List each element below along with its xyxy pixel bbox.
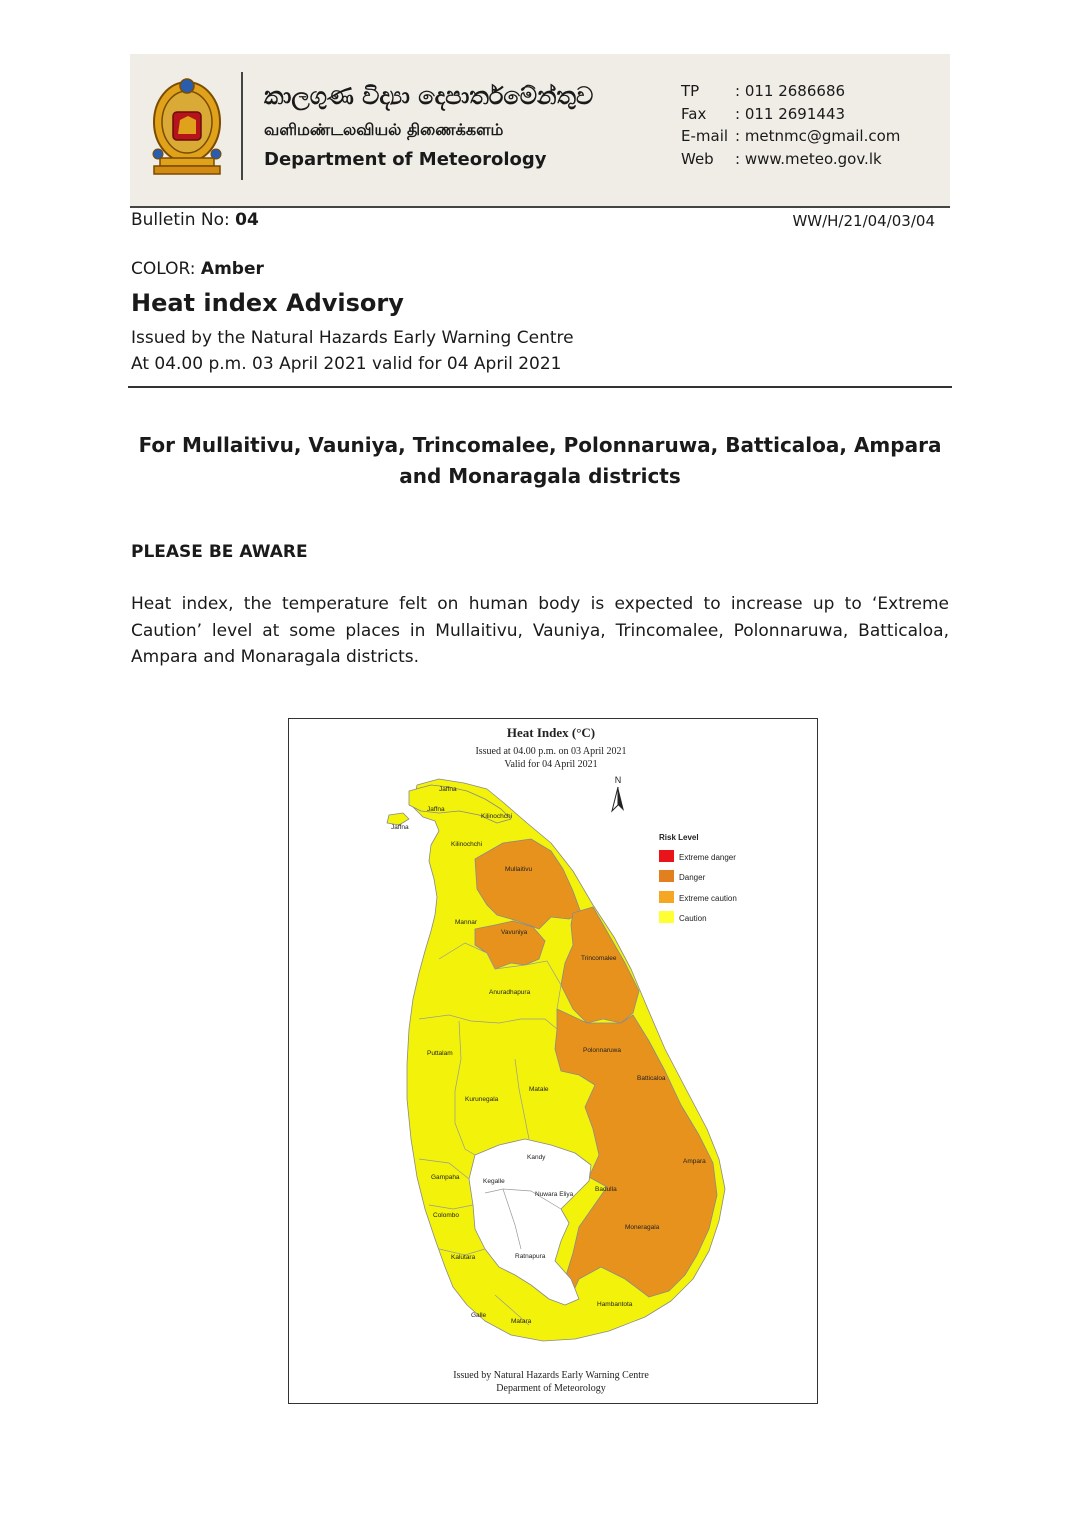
label-kandy: Kandy bbox=[527, 1154, 546, 1161]
bulletin-reference: WW/H/21/04/03/04 bbox=[792, 212, 935, 230]
districts-heading: For Mullaitivu, Vauniya, Trincomalee, Polonnaruwa, Batticaloa, Ampara and Monaragala districts bbox=[138, 433, 942, 488]
map-subtitle-issued: Issued at 04.00 p.m. on 03 April 2021 bbox=[475, 746, 627, 757]
legend-item-extreme-danger bbox=[659, 850, 736, 862]
legend-item-extreme-caution bbox=[659, 891, 737, 903]
label-kilinochchi-2: Kilinochchi bbox=[451, 841, 483, 848]
org-name-english: Department of Meteorology bbox=[264, 149, 547, 170]
legend-swatch-extreme-danger bbox=[659, 850, 674, 862]
label-kurunegala: Kurunegala bbox=[465, 1096, 499, 1103]
label-ratnapura: Ratnapura bbox=[515, 1253, 546, 1260]
label-kalutara: Kalutara bbox=[451, 1254, 476, 1261]
issued-info bbox=[131, 325, 574, 377]
org-name-tamil: வளிமண்டலவியல் திணைக்களம் bbox=[264, 120, 504, 139]
legend-swatch-extreme-caution bbox=[659, 891, 674, 903]
map-title: Heat Index (°C) bbox=[506, 725, 596, 740]
map-subtitle-valid: Valid for 04 April 2021 bbox=[504, 759, 598, 770]
aware-heading: PLEASE BE AWARE bbox=[131, 542, 308, 562]
north-label: N bbox=[614, 775, 622, 785]
label-jaffna-1: Jaffna bbox=[439, 786, 457, 793]
government-emblem-icon bbox=[150, 72, 224, 178]
legend-label-danger: Danger bbox=[679, 873, 706, 882]
label-mullaitivu: Mullaitivu bbox=[505, 866, 533, 873]
label-polonnaruwa: Polonnaruwa bbox=[583, 1047, 621, 1054]
contact-email: E-mail : metnmc@gmail.com bbox=[681, 127, 901, 145]
org-name-sinhala: කාලගුණ විද්‍යා දෙපාර්තමේන්තුව bbox=[264, 82, 594, 110]
label-ampara: Ampara bbox=[683, 1158, 706, 1165]
label-kegalle: Kegalle bbox=[483, 1178, 505, 1185]
map-footer-department: Deparment of Meteorology bbox=[496, 1383, 606, 1394]
legend-label-caution: Caution bbox=[679, 914, 707, 923]
legend-swatch-danger bbox=[659, 870, 674, 882]
label-colombo: Colombo bbox=[433, 1212, 460, 1219]
legend-label-extreme-danger: Extreme danger bbox=[679, 853, 736, 862]
label-matara: Matara bbox=[511, 1318, 532, 1325]
legend-title: Risk Level bbox=[659, 833, 699, 842]
map-canvas bbox=[289, 719, 816, 1402]
legend-label-extreme-caution: Extreme caution bbox=[679, 894, 737, 903]
label-jaffna-3: Jaffna bbox=[391, 824, 409, 831]
advisory-title: Heat index Advisory bbox=[131, 289, 404, 317]
contact-fax: Fax : 011 2691443 bbox=[681, 104, 846, 123]
map-footer-issued-by: Issued by Natural Hazards Early Warning Centre bbox=[453, 1370, 649, 1381]
label-anuradhapura: Anuradhapura bbox=[489, 989, 531, 996]
label-nuwara-eliya: Nuwara Eliya bbox=[535, 1191, 574, 1198]
letterhead bbox=[130, 54, 950, 208]
label-kilinochchi-1: Kilinochchi bbox=[481, 813, 513, 820]
section-divider bbox=[128, 386, 952, 388]
bulletin-number: Bulletin No: 04 bbox=[131, 210, 259, 230]
label-puttalam: Puttalam bbox=[427, 1050, 453, 1057]
contact-phone: TP : 011 2686686 bbox=[681, 82, 846, 100]
label-hambantota: Hambantota bbox=[597, 1301, 633, 1308]
north-arrow-icon bbox=[612, 787, 624, 811]
label-trincomalee: Trincomalee bbox=[581, 955, 617, 962]
legend-item-danger bbox=[659, 870, 706, 882]
header-divider bbox=[241, 72, 243, 180]
label-mannar: Mannar bbox=[455, 919, 478, 926]
legend-item-caution bbox=[659, 911, 707, 923]
label-badulla: Badulla bbox=[595, 1186, 617, 1193]
contact-block bbox=[681, 80, 900, 170]
issued-by: Issued by the Natural Hazards Early Warning Centre bbox=[131, 328, 574, 348]
label-galle: Galle bbox=[471, 1312, 487, 1319]
alert-color: COLOR: Amber bbox=[131, 259, 264, 279]
advisory-body: Heat index, the temperature felt on human body is expected to increase up to ‘Extreme Caution’ level at some places in Mullaitivu, Vauniya, Trincomalee, Polonnaruwa, Batticaloa, Ampara and Monaragala districts. bbox=[131, 594, 949, 667]
legend-swatch-caution bbox=[659, 911, 674, 923]
label-moneragala: Moneragala bbox=[625, 1224, 660, 1231]
contact-web: Web : www.meteo.gov.lk bbox=[681, 149, 882, 168]
issued-at: At 04.00 p.m. 03 April 2021 valid for 04 April 2021 bbox=[131, 354, 562, 374]
heat-index-map bbox=[288, 718, 818, 1404]
label-jaffna-2: Jaffna bbox=[427, 806, 445, 813]
label-batticaloa: Batticaloa bbox=[637, 1075, 666, 1082]
label-vavuniya: Vavuniya bbox=[501, 929, 528, 936]
label-gampaha: Gampaha bbox=[431, 1174, 460, 1181]
label-matale: Matale bbox=[529, 1086, 549, 1093]
